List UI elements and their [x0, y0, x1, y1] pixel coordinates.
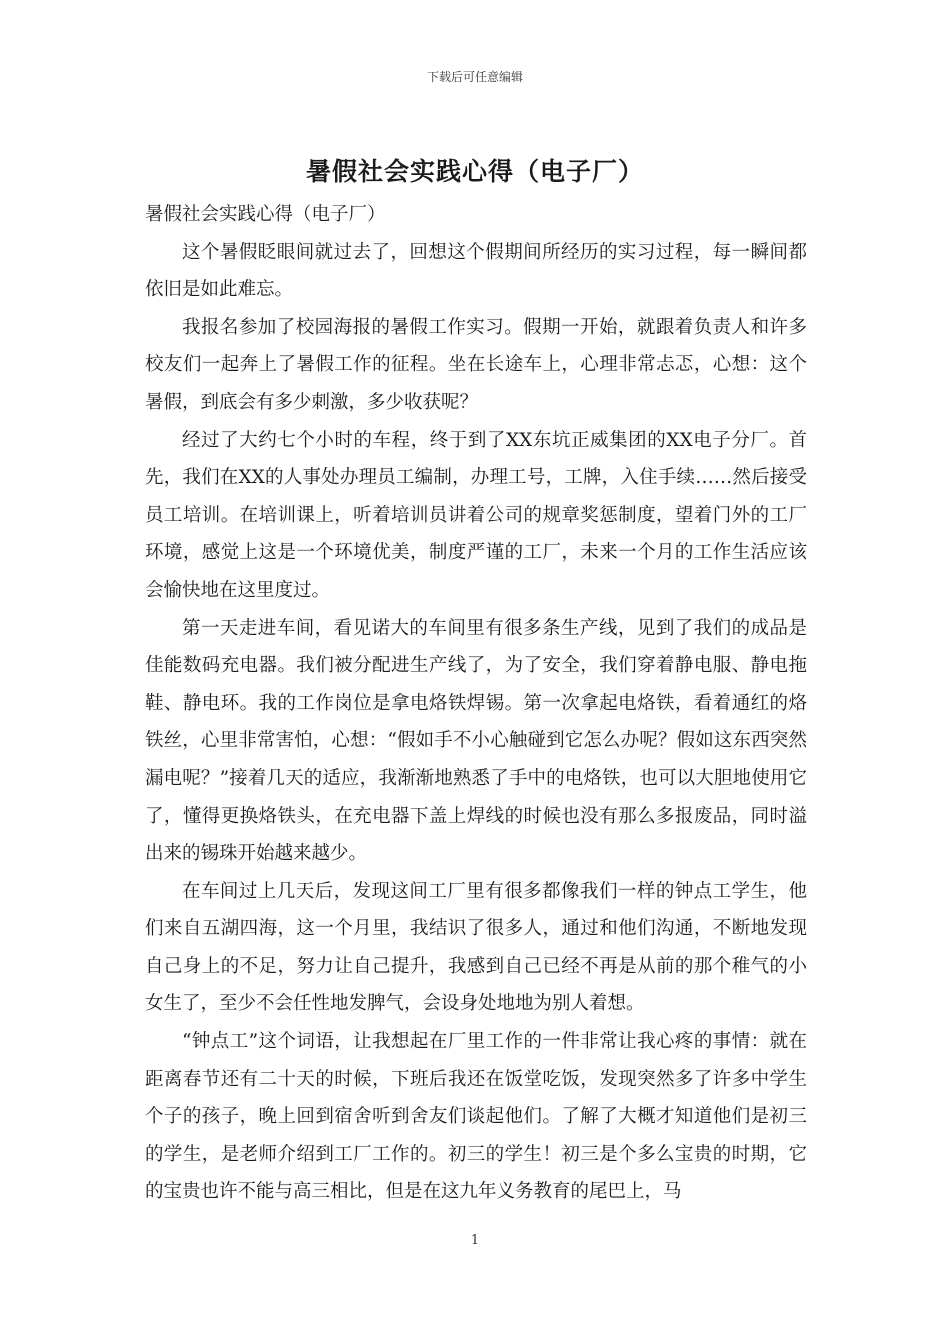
document-title: 暑假社会实践心得（电子厂）	[305, 157, 644, 186]
paragraph: “钟点工”这个词语，让我想起在厂里工作的一件非常让我心疼的事情：就在距离春节还有二十天的时候，下班后我还在饭堂吃饭，发现突然多了许多中学生个子的孩子，晚上回到宿舍听到舍友们谈起他们。了解了大概才知道他们是初三的学生，是老师介绍到工厂工作的。初三的学生！初三是个多么宝贵的时期，它的宝贵也许不能与高三相比，但是在这九年义务教育的尾巴上，马	[145, 1031, 807, 1203]
paragraph: 这个暑假眨眼间就过去了，回想这个假期间所经历的实习过程，每一瞬间都依旧是如此难忘。	[145, 241, 807, 301]
page-header-note: 下载后可任意编辑	[426, 70, 523, 84]
page-number: 1	[470, 1233, 480, 1248]
document-body	[145, 196, 807, 1211]
paragraph: 第一天走进车间，看见诺大的车间里有很多条生产线，见到了我们的成品是佳能数码充电器。我们被分配进生产线了，为了安全，我们穿着静电服、静电拖鞋、静电环。我的工作岗位是拿电烙铁焊锡。第一次拿起电烙铁，看着通红的烙铁丝，心里非常害怕，心想：“假如手不小心触碰到它怎么办呢？假如这东西突然漏电呢？”接着几天的适应，我渐渐地熟悉了手中的电烙铁，也可以大胆地使用它了，懂得更换烙铁头，在充电器下盖上焊线的时候也没有那么多报废品，同时溢出来的锡珠开始越来越少。	[145, 617, 807, 865]
paragraph: 经过了大约七个小时的车程，终于到了XX东坑正威集团的XX电子分厂。首先，我们在XX的人事处办理员工编制，办理工号，工牌，入住手续……然后接受员工培训。在培训课上，听着培训员讲着公司的规章奖惩制度，望着门外的工厂环境，感觉上这是一个环境优美，制度严谨的工厂，未来一个月的工作生活应该会愉快地在这里度过。	[145, 429, 807, 601]
paragraph: 我报名参加了校园海报的暑假工作实习。假期一开始，就跟着负责人和许多校友们一起奔上了暑假工作的征程。坐在长途车上，心理非常忐忑，心想：这个暑假，到底会有多少刺激，多少收获呢？	[145, 316, 807, 413]
paragraph: 在车间过上几天后，发现这间工厂里有很多都像我们一样的钟点工学生，他们来自五湖四海，这一个月里，我结识了很多人，通过和他们沟通，不断地发现自己身上的不足，努力让自己提升，我感到自己已经不再是从前的那个稚气的小女生了，至少不会任性地发脾气，会设身处地地为别人着想。	[145, 880, 807, 1015]
document-subtitle: 暑假社会实践心得（电子厂）	[145, 204, 386, 225]
